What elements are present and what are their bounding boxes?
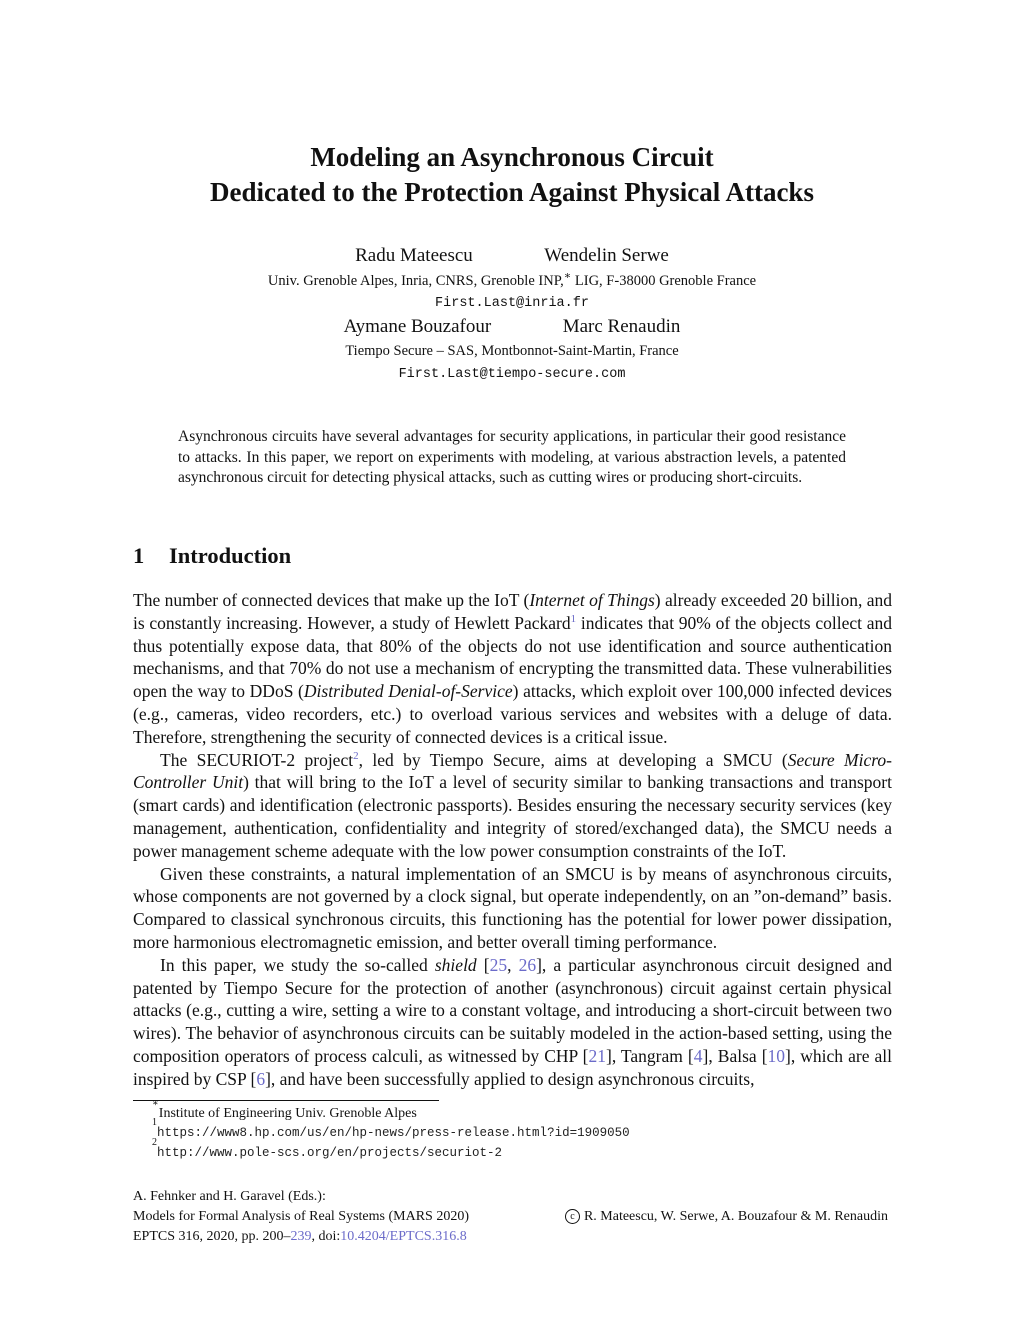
editors: A. Fehnker and H. Garavel (Eds.):: [133, 1189, 326, 1204]
citation-link[interactable]: 6: [256, 1068, 266, 1089]
footnote-2-url[interactable]: http://www.pole-scs.org/en/projects/securiot-2: [157, 1146, 503, 1160]
doi-link[interactable]: 10.4204/EPTCS.316.8: [340, 1229, 467, 1244]
proceedings-info: [133, 1187, 469, 1247]
footnote-2: $^2$http://www.pole-scs.org/en/projects/securiot-2: [152, 1137, 503, 1160]
footnote-divider: [133, 1100, 439, 1101]
footnote-1-url[interactable]: https://www8.hp.com/us/en/hp-news/press-release.html?id=1909050: [157, 1126, 630, 1140]
copyright-notice: [565, 1207, 888, 1227]
citation-link[interactable]: 10: [767, 1045, 786, 1066]
footnotes: [152, 1098, 892, 1163]
affiliation-footnote-mark: ∗: [563, 270, 572, 283]
citation-link[interactable]: 25: [489, 954, 508, 975]
paragraph: The number of connected devices that make up the IoT (Internet of Things) already exceeded 20 billion, and is constantly increasing. However, a study of Hewlett Packard$^1$ indicates that 90% of the objects collect and thus potentially expose data, that 80% of the objects do not use identification and source authentication mechanisms, and that 70% do not use a mechanism of encrypting the transmitted data. These vulnerabilities open the way to DDoS (Distributed Denial-of-Service) attacks, which exploit over 100,000 infected devices (e.g., cameras, video recorders, etc.) to overload various services and websites with a deluge of data. Therefore, strengthening the security of connected devices is a critical issue.: [133, 590, 892, 747]
author-names-group-1: [0, 245, 1024, 267]
abstract: Asynchronous circuits have several advantages for security applications, in particular their good resistance to attacks. In this paper, we report on experiments with modeling, at various abstraction levels, a patented asynchronous circuit for detecting physical attacks, such as cutting wires or producing short-circuits.: [178, 428, 846, 486]
email-group-1: First.Last@inria.fr: [435, 296, 589, 311]
section-number: 1: [133, 543, 145, 568]
author-names-group-2: [0, 316, 1024, 338]
author-name: Radu Mateescu: [355, 245, 473, 266]
email-group-2: First.Last@tiempo-secure.com: [398, 367, 626, 382]
paragraph: The SECURIOT-2 project$^2$, led by Tiempo Secure, aims at developing a SMCU (Secure Micro-Controller Unit) that will bring to the IoT a level of security similar to banking transactions and transport (smart cards) and identification (electronic passports). Besides ensuring the necessary security services (key management, authentication, confidentiality and integrity of stored/exchanged data), the SMCU needs a power management scheme adequate with the low power consumption constraints of the IoT.: [133, 749, 892, 861]
author-name: Marc Renaudin: [562, 316, 681, 337]
copyright-holders: R. Mateescu, W. Serwe, A. Bouzafour & M. Renaudin: [583, 1209, 888, 1224]
affiliation-group-2: Tiempo Secure – SAS, Montbonnot-Saint-Martin, France: [345, 343, 679, 359]
paragraph: Given these constraints, a natural implementation of an SMCU is by means of asynchronous circuits, whose components are not governed by a clock signal, but operate independently, on an ”on-demand” basis. Compared to classical synchronous circuits, this functioning has the potential for lower power dissipation, more harmonious electromagnetic emission, and better overall timing performance.: [133, 863, 892, 952]
footnote-ref[interactable]: 2: [353, 749, 359, 762]
paragraph: In this paper, we study the so-called shield [25, 26], a particular asynchronous circuit designed and patented by Tiempo Secure for the protection of another (asynchronous) circuit against certain physical attacks (e.g., cutting a wire, setting a wire to a constant voltage, and introducing a short-circuit between two wires). The behavior of asynchronous circuits can be suitably modeled in the action-based setting, using the composition operators of process calculi, as witnessed by CHP [21], Tangram [4], Balsa [10], which are all inspired by CSP [6], and have been successfully applied to design asynchronous circuits,: [133, 954, 893, 1089]
section-heading: [133, 542, 291, 570]
footnote-1: $^1$https://www8.hp.com/us/en/hp-news/press-release.html?id=1909050: [152, 1117, 630, 1140]
last-page-link[interactable]: 239: [290, 1229, 312, 1244]
title-line-2: Dedicated to the Protection Against Physical Attacks: [210, 177, 814, 207]
section-title: Introduction: [169, 543, 292, 568]
author-name: Wendelin Serwe: [544, 245, 669, 266]
venue: Models for Formal Analysis of Real Systems (MARS 2020): [133, 1209, 469, 1224]
paper-title: [0, 140, 1024, 210]
body-text: [133, 589, 892, 1091]
copyright-icon: c: [565, 1209, 580, 1224]
affiliation-group-1: Univ. Grenoble Alpes, Inria, CNRS, Grenoble INP,∗ LIG, F-38000 Grenoble France: [267, 270, 757, 289]
author-name: Aymane Bouzafour: [343, 316, 492, 337]
footnote-affiliation: ∗Institute of Engineering Univ. Grenoble Alpes: [152, 1098, 417, 1121]
title-line-1: Modeling an Asynchronous Circuit: [310, 142, 714, 172]
footnote-ref[interactable]: 1: [570, 612, 577, 625]
series: EPTCS 316, 2020, pp. 200–239, doi:10.4204/EPTCS.316.8: [133, 1229, 467, 1244]
citation-link[interactable]: 26: [518, 954, 537, 975]
citation-link[interactable]: 4: [693, 1045, 703, 1066]
citation-link[interactable]: 21: [588, 1045, 606, 1066]
